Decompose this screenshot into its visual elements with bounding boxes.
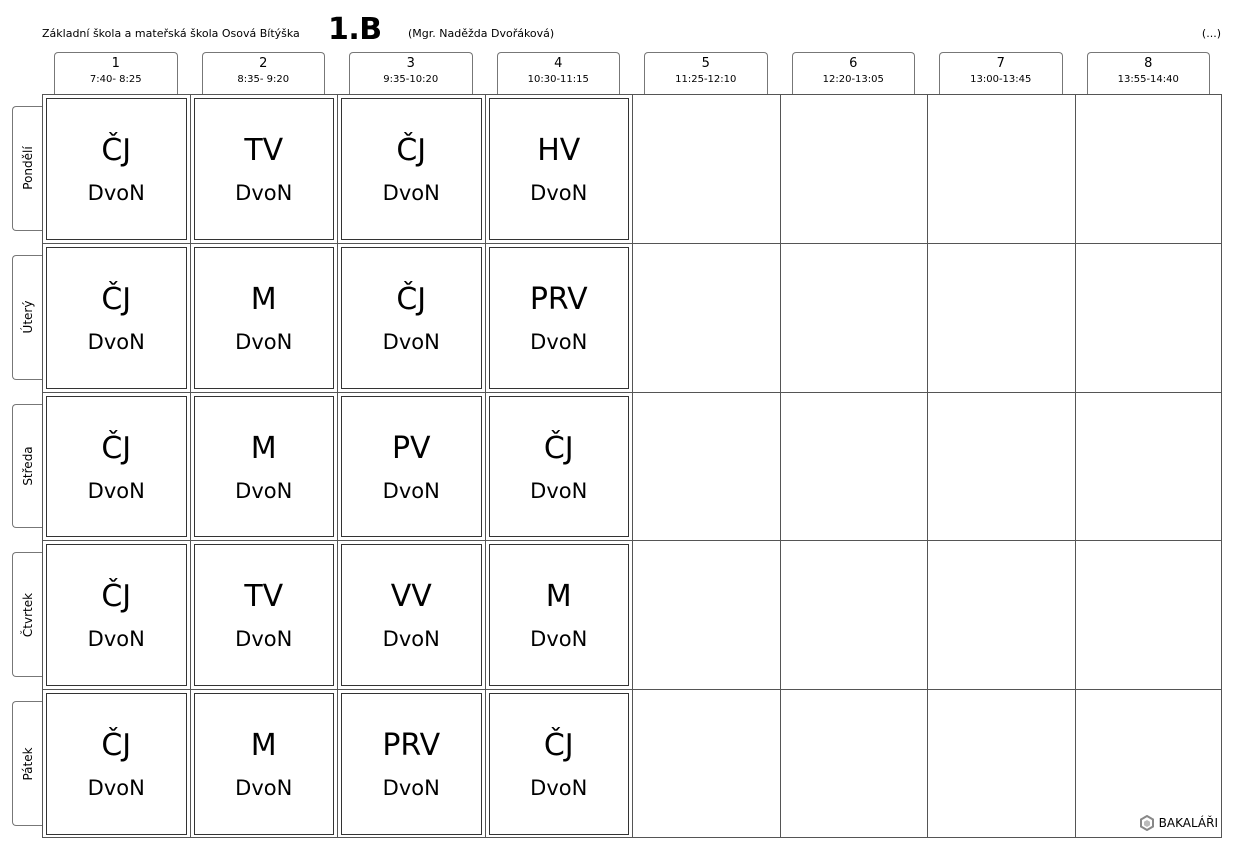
lesson-subject: VV [390, 579, 432, 615]
lesson-subject: TV [244, 579, 284, 615]
grid-column-divider [780, 95, 781, 837]
period-number: 1 [111, 56, 120, 71]
lesson-cell[interactable] [341, 247, 482, 389]
day-label: Pondělí [20, 146, 35, 191]
lesson-teacher: DvoN [87, 181, 145, 205]
class-teacher: (Mgr. Naděžda Dvořáková) [408, 27, 555, 40]
hexagon-icon [1139, 815, 1155, 831]
grid-column-divider [1075, 95, 1076, 837]
lesson-teacher: DvoN [382, 776, 440, 801]
lesson-teacher: DvoN [235, 776, 293, 801]
grid-column-divider [337, 95, 338, 837]
more-link[interactable]: (...) [1201, 27, 1221, 40]
lesson-cell[interactable] [489, 247, 630, 389]
lesson-teacher: DvoN [235, 329, 293, 354]
lesson-teacher: DvoN [382, 181, 440, 205]
day-tab [12, 404, 42, 529]
grid-row-divider [43, 689, 1221, 690]
lesson-cell[interactable] [194, 544, 335, 686]
lesson-subject: M [250, 430, 277, 466]
lesson-cell[interactable] [341, 693, 482, 835]
grid-row-divider [43, 540, 1221, 541]
lesson-subject: M [545, 579, 572, 615]
lesson-subject: ČJ [101, 728, 132, 764]
period-tab-3 [349, 52, 473, 94]
period-time: 13:55-14:40 [1117, 74, 1179, 85]
lesson-teacher: DvoN [235, 478, 293, 503]
day-label: Úterý [20, 300, 35, 334]
period-time: 13:00-13:45 [970, 74, 1032, 85]
grid-column-divider [190, 95, 191, 837]
bakalari-logo [1139, 815, 1218, 831]
lesson-cell[interactable] [194, 98, 335, 240]
lesson-cell[interactable] [194, 247, 335, 389]
lesson-subject: M [250, 728, 277, 764]
period-tab-4 [497, 52, 621, 94]
period-tab-7 [939, 52, 1063, 94]
period-number: 8 [1144, 56, 1153, 71]
period-number: 5 [701, 56, 710, 71]
day-tab [12, 106, 42, 231]
lesson-subject: ČJ [396, 133, 427, 168]
period-time: 9:35-10:20 [383, 74, 439, 85]
lesson-cell[interactable] [489, 544, 630, 686]
period-time: 8:35- 9:20 [237, 74, 290, 85]
lesson-teacher: DvoN [87, 627, 145, 652]
period-time: 11:25-12:10 [675, 74, 737, 85]
day-label: Čtvrtek [20, 592, 35, 637]
grid-column-divider [632, 95, 633, 837]
lesson-teacher: DvoN [382, 329, 440, 354]
day-tab [12, 701, 42, 826]
period-time: 7:40- 8:25 [89, 74, 142, 85]
day-label: Pátek [20, 747, 35, 781]
grid-row-divider [43, 243, 1221, 244]
lesson-subject: HV [537, 133, 581, 168]
lesson-cell[interactable] [341, 396, 482, 538]
class-name: 1.B [328, 12, 382, 47]
period-time: 10:30-11:15 [527, 74, 589, 85]
lesson-cell[interactable] [46, 396, 187, 538]
timetable-header [0, 0, 1234, 50]
lesson-cell[interactable] [46, 693, 187, 835]
grid-column-divider [927, 95, 928, 837]
period-time: 12:20-13:05 [822, 74, 884, 85]
grid-column-divider [485, 95, 486, 837]
lesson-cell[interactable] [46, 98, 187, 240]
lesson-subject: ČJ [101, 281, 132, 317]
lesson-teacher: DvoN [382, 478, 440, 503]
day-tab [12, 255, 42, 380]
lesson-teacher: DvoN [87, 776, 145, 801]
period-number: 4 [554, 56, 563, 71]
lesson-subject: ČJ [543, 430, 574, 466]
lesson-teacher: DvoN [382, 627, 440, 652]
period-number: 3 [406, 56, 415, 71]
lesson-teacher: DvoN [530, 181, 588, 205]
school-name: Základní škola a mateřská škola Osová Bítýška [42, 27, 300, 40]
lesson-cell[interactable] [46, 247, 187, 389]
lesson-teacher: DvoN [235, 181, 293, 205]
lesson-cell[interactable] [489, 98, 630, 240]
lesson-subject: ČJ [543, 728, 574, 764]
lesson-teacher: DvoN [87, 478, 145, 503]
lesson-subject: ČJ [101, 579, 132, 615]
lesson-subject: TV [244, 133, 284, 168]
lesson-teacher: DvoN [530, 329, 588, 354]
period-tab-8 [1087, 52, 1211, 94]
lesson-subject: PRV [382, 728, 441, 764]
period-tab-1 [54, 52, 178, 94]
lesson-subject: PRV [529, 281, 588, 317]
period-tab-6 [792, 52, 916, 94]
period-number: 6 [849, 56, 858, 71]
lesson-teacher: DvoN [87, 329, 145, 354]
timetable-grid [42, 94, 1222, 838]
lesson-teacher: DvoN [530, 478, 588, 503]
period-number: 7 [996, 56, 1005, 71]
lesson-teacher: DvoN [530, 627, 588, 652]
day-label: Středa [20, 446, 35, 486]
lesson-cell[interactable] [194, 693, 335, 835]
lesson-cell[interactable] [489, 693, 630, 835]
period-tab-2 [202, 52, 326, 94]
lesson-cell[interactable] [341, 98, 482, 240]
lesson-subject: PV [391, 430, 431, 466]
logo-text: BAKALÁŘI [1158, 816, 1218, 830]
lesson-cell[interactable] [489, 396, 630, 538]
lesson-cell[interactable] [194, 396, 335, 538]
period-number: 2 [259, 56, 268, 71]
lesson-teacher: DvoN [530, 776, 588, 801]
lesson-cell[interactable] [341, 544, 482, 686]
lesson-cell[interactable] [46, 544, 187, 686]
grid-row-divider [43, 392, 1221, 393]
period-tab-5 [644, 52, 768, 94]
lesson-subject: M [250, 281, 277, 317]
lesson-subject: ČJ [101, 133, 132, 168]
lesson-subject: ČJ [396, 281, 427, 317]
lesson-subject: ČJ [101, 430, 132, 466]
lesson-teacher: DvoN [235, 627, 293, 652]
day-tab [12, 552, 42, 677]
